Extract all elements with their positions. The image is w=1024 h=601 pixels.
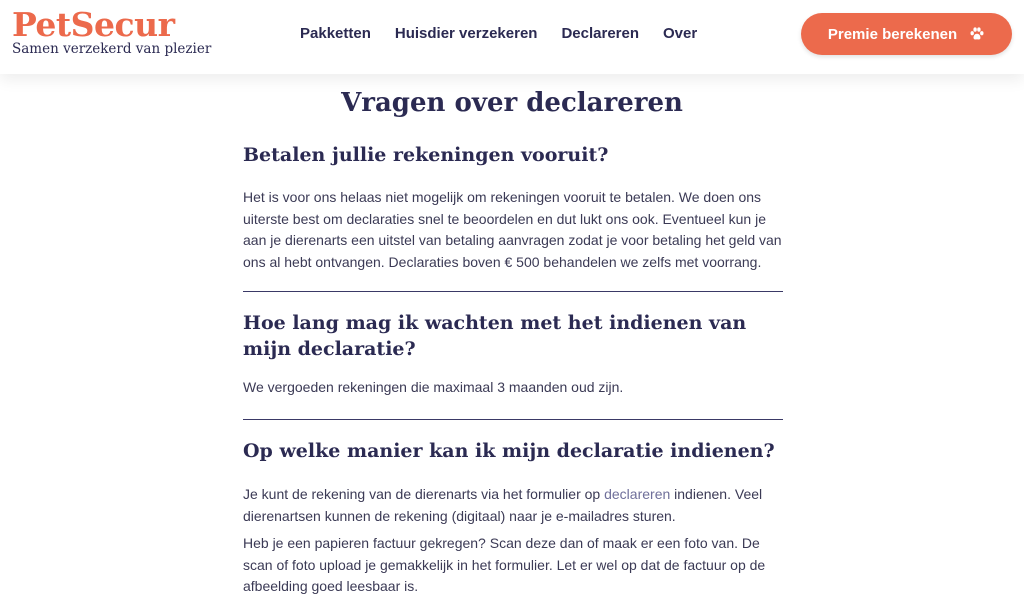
logo[interactable] xyxy=(12,6,211,56)
faq-answer-text: Je kunt de rekening van de dierenarts via het formulier op xyxy=(243,486,605,502)
site-header xyxy=(0,0,1024,74)
faq-answer-text: indienen. Veel dierenartsen kunnen de rekening (digitaal) naar je e-mailadres sturen. xyxy=(243,486,763,524)
faq-answer: Het is voor ons helaas niet mogelijk om rekeningen vooruit te betalen. We doen ons uiterste best om declaraties snel te beoordelen en dut lukt ons ook. Eventueel kun je aan je dierenarts een uitstel van betaling aanvragen zodat je voor betaling het geld van ons al hebt ontvangen. Declaraties boven € 500 behandelen we zelfs met voorrang. xyxy=(243,189,782,270)
paw-icon xyxy=(969,26,985,42)
declareren-link[interactable]: declareren xyxy=(604,486,671,502)
faq-question: Betalen jullie rekeningen vooruit? xyxy=(243,144,609,166)
faq-item-vooruit-betalen xyxy=(243,142,783,273)
page-title: Vragen over declareren xyxy=(341,88,683,118)
logo-name: PetSecur xyxy=(12,5,175,44)
faq-answer-paragraph: Heb je een papieren factuur gekregen? Scan deze dan of maak er een foto van. De scan of foto upload je gemakkelijk in het formulier. Let er wel op dat de factuur op de afbeelding goed leesbaar is. xyxy=(243,535,766,594)
nav-item-declareren[interactable]: Declareren xyxy=(561,25,640,42)
faq-question: Hoe lang mag ik wachten met het indienen van mijn declaratie? xyxy=(243,312,747,360)
nav-item-huisdier-verzekeren[interactable]: Huisdier verzekeren xyxy=(394,25,538,42)
faq-divider xyxy=(243,291,783,292)
main-nav xyxy=(300,24,721,44)
faq-answer xyxy=(243,484,783,527)
faq-item-manier-indienen xyxy=(243,438,783,598)
faq-divider xyxy=(243,419,783,420)
premie-berekenen-button[interactable] xyxy=(801,13,1012,55)
nav-item-over[interactable]: Over xyxy=(663,25,698,42)
faq-answer: We vergoeden rekeningen die maximaal 3 maanden oud zijn. xyxy=(243,379,624,395)
nav-item-pakketten[interactable]: Pakketten xyxy=(300,25,371,42)
logo-tagline: Samen verzekerd van plezier xyxy=(12,41,212,57)
cta-label: Premie berekenen xyxy=(827,25,958,43)
faq-question: Op welke manier kan ik mijn declaratie indienen? xyxy=(243,440,775,462)
faq-item-termijn-indienen xyxy=(243,310,783,399)
